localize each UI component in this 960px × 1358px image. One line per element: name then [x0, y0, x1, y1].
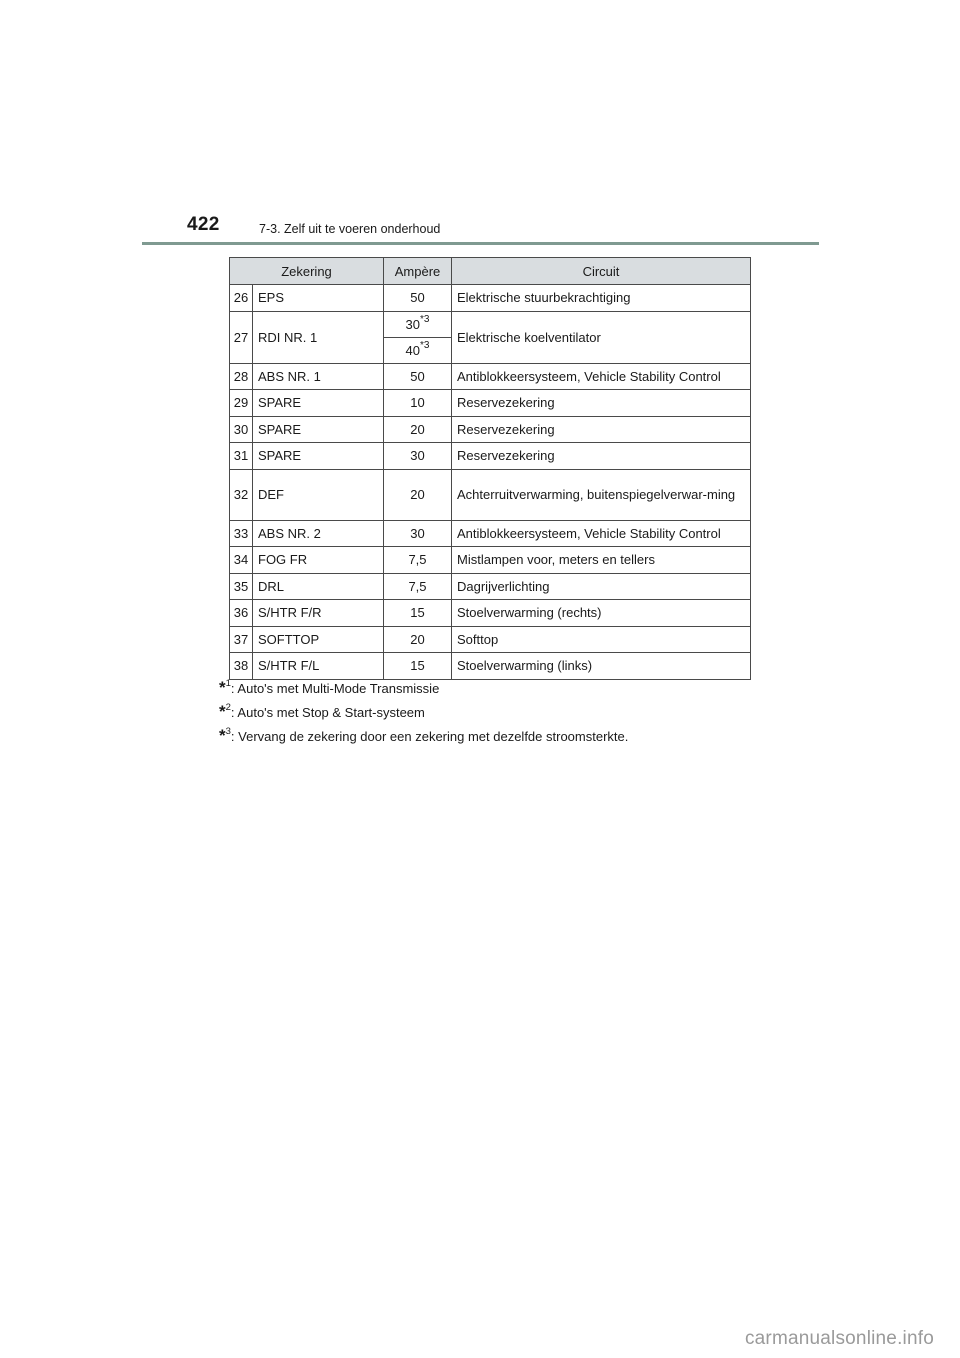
fuse-circuit: Stoelverwarming (rechts): [452, 600, 751, 627]
fuse-circuit: Mistlampen voor, meters en tellers: [452, 547, 751, 574]
footnote: [219, 700, 628, 724]
table-row: [230, 416, 751, 443]
column-header-ampere: Ampère: [384, 258, 452, 285]
fuse-ampere: 20: [384, 469, 452, 520]
fuse-ampere: 7,5: [384, 547, 452, 574]
fuse-number: 36: [230, 600, 253, 627]
fuse-circuit: Stoelverwarming (links): [452, 653, 751, 680]
fuse-name: DRL: [253, 573, 384, 600]
footnote-text: : Auto's met Stop & Start-systeem: [230, 705, 425, 720]
table-row: [230, 285, 751, 312]
fuse-ampere: 30: [384, 443, 452, 470]
fuse-name: RDI NR. 1: [253, 311, 384, 363]
fuse-name: FOG FR: [253, 547, 384, 574]
footnote-star: *: [219, 726, 226, 745]
fuse-circuit: Elektrische koelventilator: [452, 311, 751, 363]
ampere-value: 30: [405, 316, 420, 332]
fuse-circuit: Reservezekering: [452, 390, 751, 417]
table-row: [230, 469, 751, 520]
footnote-mark: *3: [420, 313, 430, 325]
fuse-number: 32: [230, 469, 253, 520]
fuse-name: S/HTR F/L: [253, 653, 384, 680]
fuse-ampere: 10: [384, 390, 452, 417]
footnote: [219, 676, 628, 700]
fuse-number: 30: [230, 416, 253, 443]
fuse-ampere: 15: [384, 600, 452, 627]
fuse-ampere: 15: [384, 653, 452, 680]
fuse-number: 33: [230, 520, 253, 547]
footnote-star: *: [219, 678, 226, 697]
fuse-number: 31: [230, 443, 253, 470]
fuse-number: 37: [230, 626, 253, 653]
footnote-number: 3: [225, 726, 231, 737]
ampere-value: 40: [405, 342, 420, 358]
table-header-row: [230, 258, 751, 285]
section-title: 7-3. Zelf uit te voeren onderhoud: [259, 222, 441, 236]
fuse-name: S/HTR F/R: [253, 600, 384, 627]
watermark: carmanualsonline.info: [744, 1328, 934, 1349]
fuse-ampere: 30: [384, 520, 452, 547]
table-row: [230, 311, 751, 337]
fuse-circuit: Antiblokkeersysteem, Vehicle Stability Control: [452, 520, 751, 547]
table-row: [230, 573, 751, 600]
fuse-ampere: 50: [384, 363, 452, 390]
fuse-ampere: 20: [384, 416, 452, 443]
fuse-ampere: 20: [384, 626, 452, 653]
footnote-text: : Vervang de zekering door een zekering met dezelfde stroomsterkte.: [230, 729, 629, 744]
fuse-name: SOFTTOP: [253, 626, 384, 653]
fuse-number: 35: [230, 573, 253, 600]
fuse-circuit: Achterruitverwarming, buitenspiegelverwar-ming: [452, 469, 751, 520]
fuse-ampere: 7,5: [384, 573, 452, 600]
fuse-name: SPARE: [253, 443, 384, 470]
fuse-circuit: Antiblokkeersysteem, Vehicle Stability Control: [452, 363, 751, 390]
footnote-star: *: [219, 702, 226, 721]
fuse-circuit: Elektrische stuurbekrachtiging: [452, 285, 751, 312]
table-row: [230, 443, 751, 470]
fuse-table: [229, 257, 751, 680]
footnote-text: : Auto's met Multi-Mode Transmissie: [230, 681, 440, 696]
fuse-number: 29: [230, 390, 253, 417]
fuse-ampere: [384, 311, 452, 337]
fuse-number: 38: [230, 653, 253, 680]
footnote-mark: *3: [420, 339, 430, 351]
fuse-name: SPARE: [253, 416, 384, 443]
fuse-name: ABS NR. 2: [253, 520, 384, 547]
footnote-number: 2: [225, 702, 231, 713]
table-row: [230, 600, 751, 627]
table-row: [230, 363, 751, 390]
header-rule: [142, 242, 819, 245]
table-row: [230, 390, 751, 417]
table-row: [230, 547, 751, 574]
table-row: [230, 520, 751, 547]
footnote-number: 1: [225, 678, 231, 689]
fuse-number: 27: [230, 311, 253, 363]
column-header-zekering: Zekering: [230, 258, 384, 285]
fuse-name: ABS NR. 1: [253, 363, 384, 390]
fuse-name: SPARE: [253, 390, 384, 417]
fuse-circuit: Reservezekering: [452, 416, 751, 443]
footnote: [219, 724, 628, 748]
fuse-circuit: Dagrijverlichting: [452, 573, 751, 600]
footnotes: [219, 676, 628, 748]
fuse-ampere: 50: [384, 285, 452, 312]
table-row: [230, 626, 751, 653]
fuse-number: 28: [230, 363, 253, 390]
fuse-circuit: Softtop: [452, 626, 751, 653]
fuse-name: DEF: [253, 469, 384, 520]
fuse-number: 34: [230, 547, 253, 574]
fuse-name: EPS: [253, 285, 384, 312]
column-header-circuit: Circuit: [452, 258, 751, 285]
fuse-ampere: [384, 337, 452, 363]
fuse-number: 26: [230, 285, 253, 312]
page-number: 422: [187, 214, 220, 235]
fuse-circuit: Reservezekering: [452, 443, 751, 470]
